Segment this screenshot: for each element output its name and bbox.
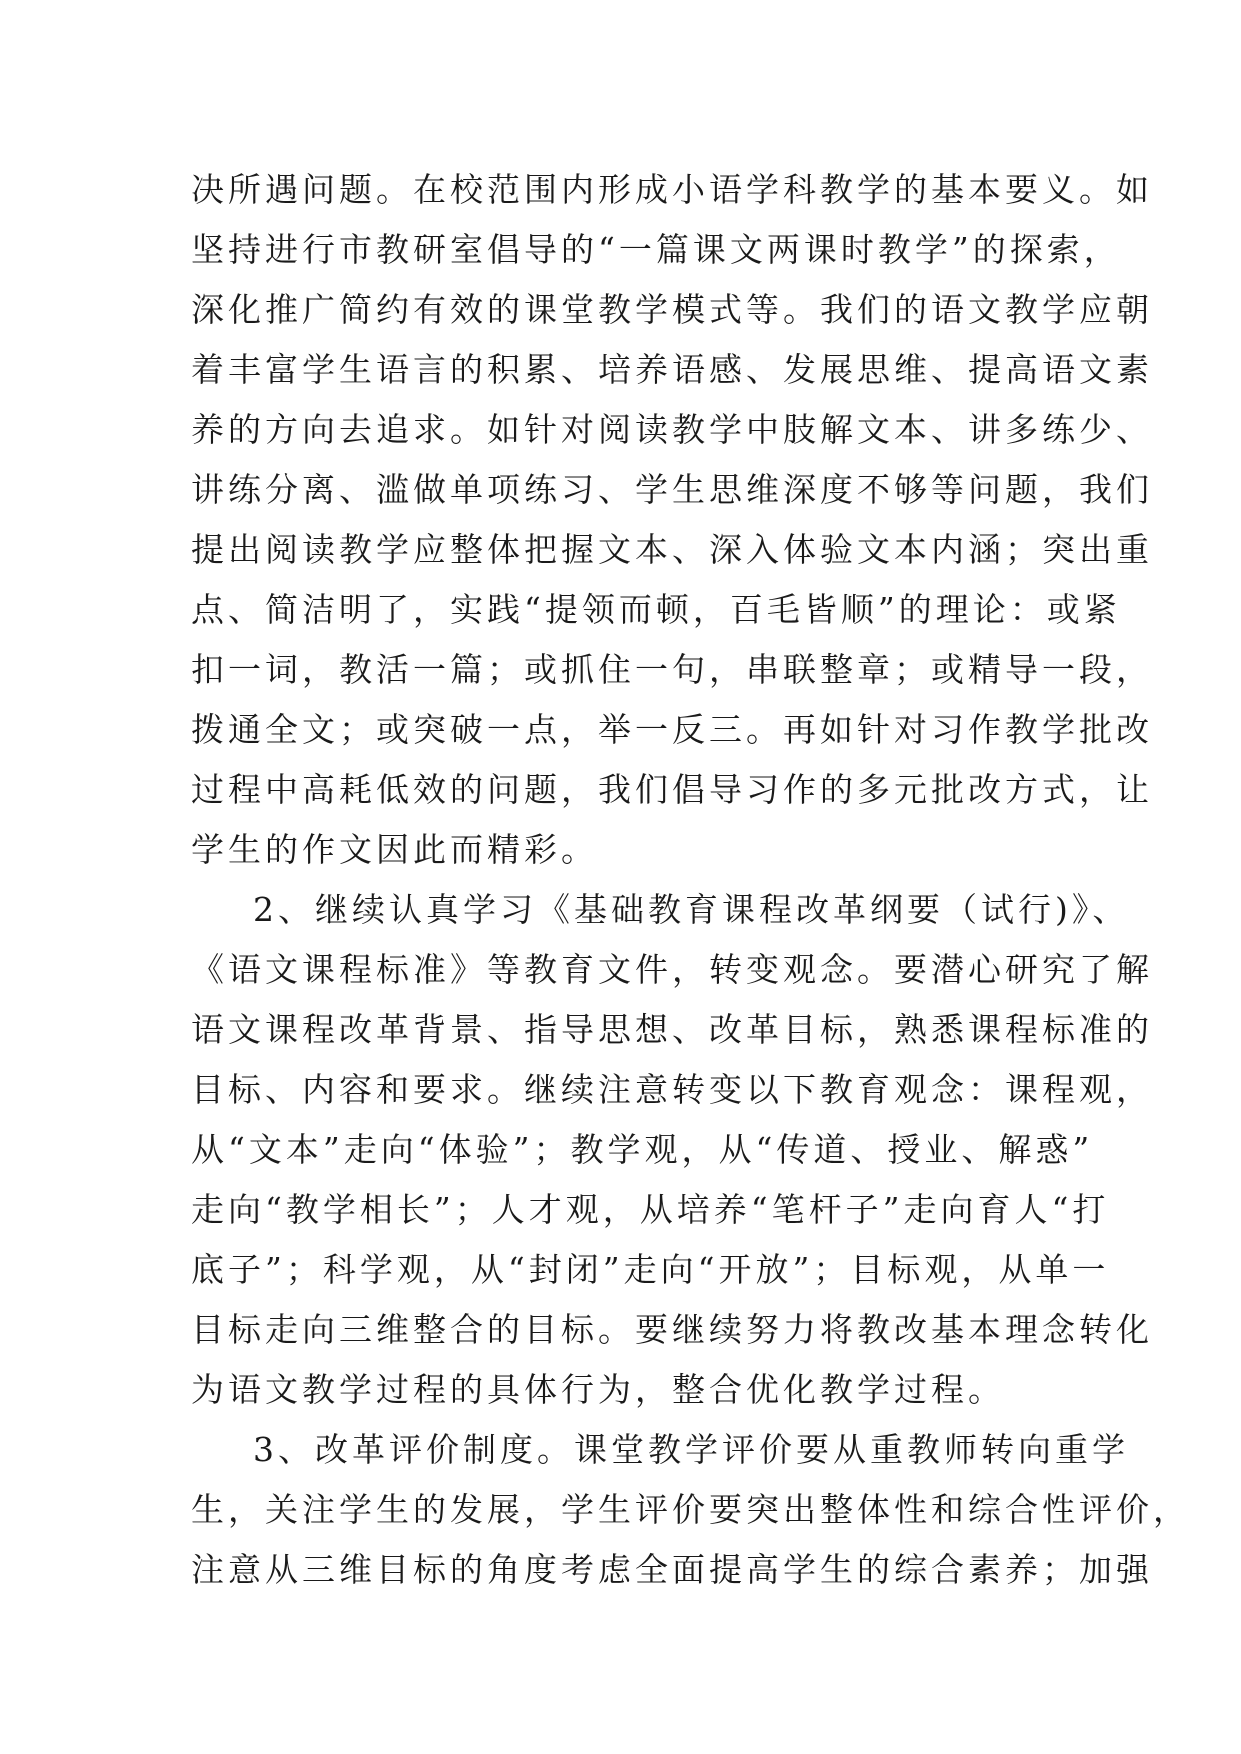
text-line: 拨通全文；或突破一点，举一反三。再如针对习作教学批改 <box>191 710 1153 749</box>
paragraph-2 <box>191 880 1153 1420</box>
text-line: 扣一词，教活一篇；或抓住一句，串联整章；或精导一段， <box>191 650 1153 689</box>
text-line: 目标、内容和要求。继续注意转变以下教育观念：课程观， <box>191 1070 1153 1109</box>
text-line: 学生的作文因此而精彩。 <box>191 830 598 869</box>
text-line: 讲练分离、滥做单项练习、学生思维深度不够等问题，我们 <box>191 470 1153 509</box>
text-line: 从“文本”走向“体验”；教学观，从“传道、授业、解惑” <box>191 1130 1094 1169</box>
text-line: 2、继续认真学习《基础教育课程改革纲要（试行)》、 <box>253 890 1130 929</box>
text-line: 底子”；科学观，从“封闭”走向“开放”；目标观，从单一 <box>191 1250 1110 1289</box>
body-text <box>191 160 1190 1600</box>
text-line: 注意从三维目标的角度考虑全面提高学生的综合素养；加强 <box>191 1550 1153 1589</box>
text-line: 为语文教学过程的具体行为，整合优化教学过程。 <box>191 1370 1005 1409</box>
text-line: 过程中高耗低效的问题，我们倡导习作的多元批改方式，让 <box>191 770 1153 809</box>
text-line: 着丰富学生语言的积累、培养语感、发展思维、提高语文素 <box>191 350 1153 389</box>
text-line: 点、简洁明了，实践“提领而顿，百毛皆顺”的理论：或紧 <box>191 590 1121 629</box>
text-line: 养的方向去追求。如针对阅读教学中肢解文本、讲多练少、 <box>191 410 1153 449</box>
text-line: 《语文课程标准》等教育文件，转变观念。要潜心研究了解 <box>191 950 1153 989</box>
text-line: 深化推广简约有效的课堂教学模式等。我们的语文教学应朝 <box>191 290 1153 329</box>
text-line: 决所遇问题。在校范围内形成小语学科教学的基本要义。如 <box>191 170 1153 209</box>
text-line: 目标走向三维整合的目标。要继续努力将教改基本理念转化 <box>191 1310 1153 1349</box>
text-line: 走向“教学相长”；人才观，从培养“笔杆子”走向育人“打 <box>191 1190 1110 1229</box>
text-line: 生，关注学生的发展，学生评价要突出整体性和综合性评价， <box>191 1490 1190 1529</box>
text-line: 提出阅读教学应整体把握文本、深入体验文本内涵；突出重 <box>191 530 1153 569</box>
text-line: 语文课程改革背景、指导思想、改革目标，熟悉课程标准的 <box>191 1010 1153 1049</box>
paragraph-3 <box>191 1420 1190 1600</box>
text-line: 坚持进行市教研室倡导的“一篇课文两课时教学”的探索， <box>191 230 1121 269</box>
paragraph-1 <box>191 160 1153 880</box>
text-line: 3、改革评价制度。课堂教学评价要从重教师转向重学 <box>253 1430 1129 1469</box>
